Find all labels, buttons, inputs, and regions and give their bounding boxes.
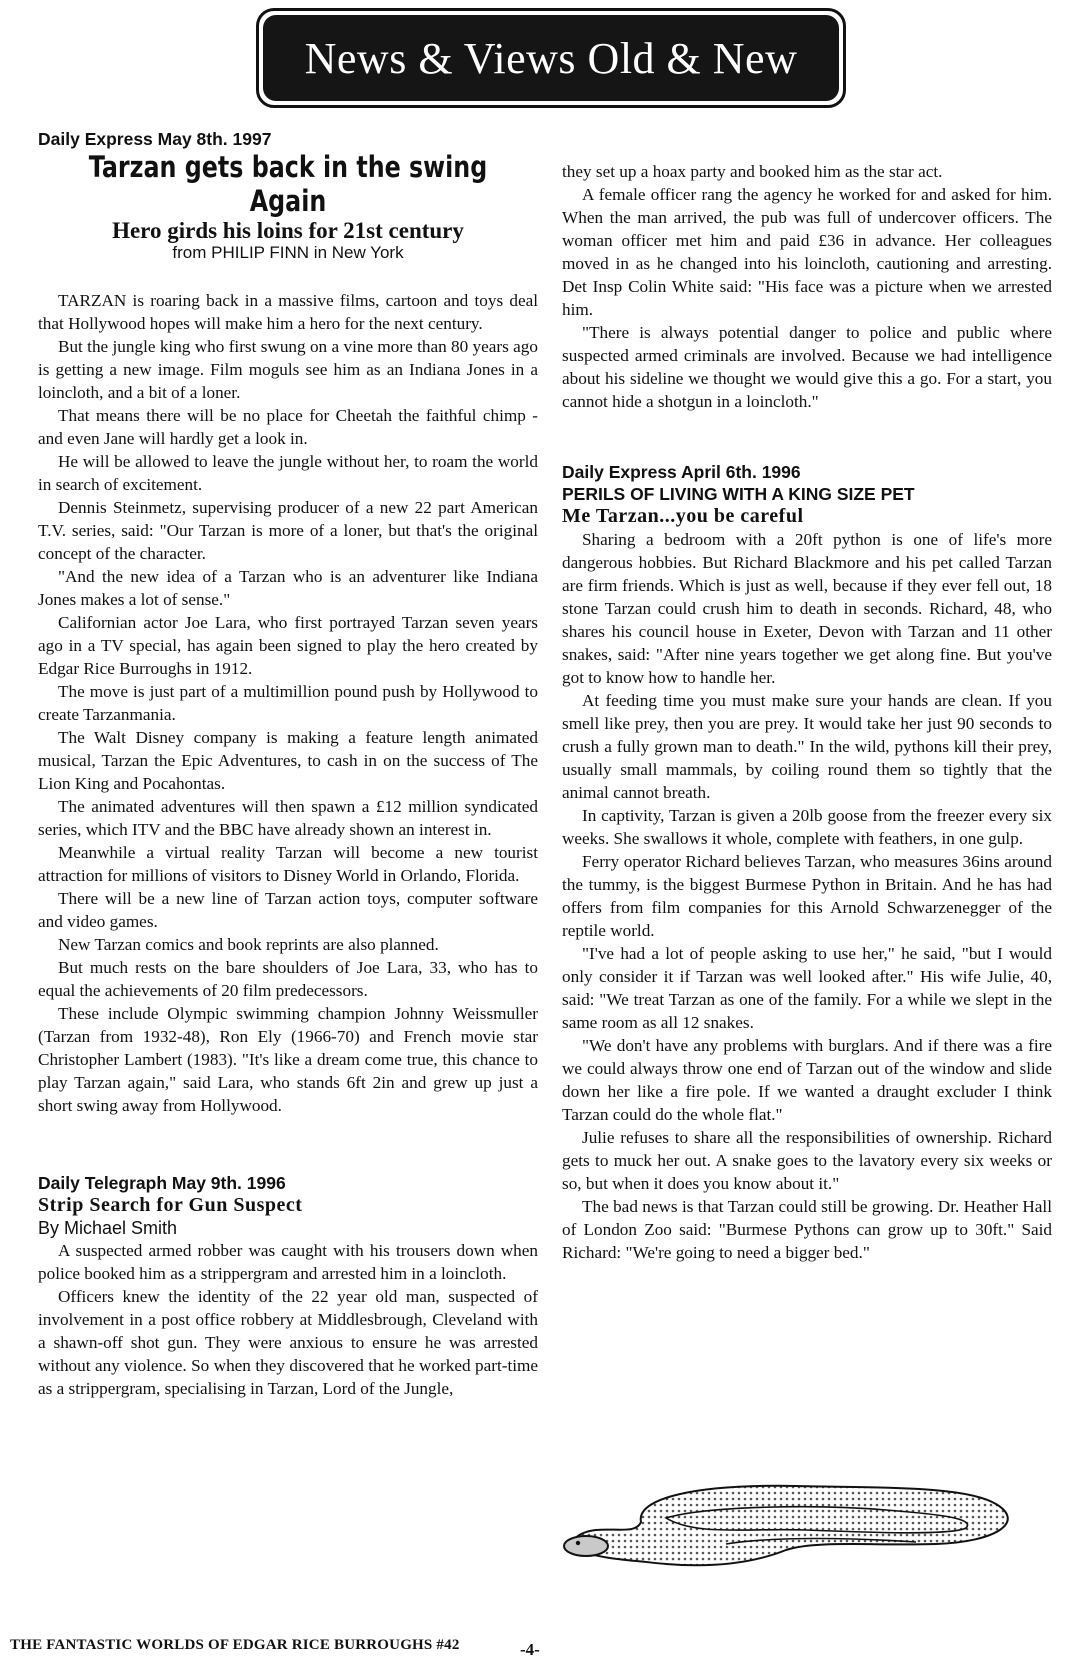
left-column xyxy=(38,128,538,1400)
paragraph: But the jungle king who first swung on a vine more than 80 years ago is getting a new image. Film moguls see him as an Indiana Jones in a loincloth, and a bit of a loner. xyxy=(38,337,538,402)
article-byline: from PHILIP FINN in New York xyxy=(172,243,404,262)
paragraph: He will be allowed to leave the jungle without her, to roam the world in search of excitement. xyxy=(38,452,538,494)
article-byline: By Michael Smith xyxy=(38,1218,178,1238)
article-strip-search xyxy=(38,1172,538,1400)
paragraph: But much rests on the bare shoulders of Joe Lara, 33, who has to equal the achievements of 20 film predecessors. xyxy=(38,958,538,1000)
paragraph: Julie refuses to share all the responsibilities of ownership. Richard gets to muck her out. A snake goes to the lavatory every six weeks or so, but when it does you know about it." xyxy=(562,1128,1052,1193)
article-subhead: Hero girds his loins for 21st century xyxy=(112,218,464,243)
paragraph: That means there will be no place for Cheetah the faithful chimp - and even Jane will hardly get a look in. xyxy=(38,406,538,448)
page-number: -4- xyxy=(520,1640,540,1659)
python-snake-illustration xyxy=(556,1478,1046,1574)
paragraph: At feeding time you must make sure your hands are clean. If you smell like prey, then you are prey. It would take her just 90 seconds to crush a fully grown man to death." In the wild, pythons kill their prey, usually small mammals, by coiling round them so tightly that the animal cannot breath. xyxy=(562,691,1052,802)
masthead-panel xyxy=(263,15,839,101)
paragraph: There will be a new line of Tarzan action toys, computer software and video games. xyxy=(38,889,538,931)
section-spacer xyxy=(562,413,1052,461)
paragraph: Californian actor Joe Lara, who first portrayed Tarzan seven years ago in a TV special, has again been signed to play the hero created by Edgar Rice Burroughs in 1912. xyxy=(38,613,538,678)
paragraph: TARZAN is roaring back in a massive films, cartoon and toys deal that Hollywood hopes will make him a hero for the next century. xyxy=(38,291,538,333)
masthead-banner xyxy=(256,8,846,108)
article-title: Me Tarzan...you be careful xyxy=(562,505,804,527)
paragraph: "We don't have any problems with burglars. And if there was a fire we could always throw one end of Tarzan out of the window and slide down her like a fire pole. If we wanted a draught excluder I think Tarzan could do the whole flat." xyxy=(562,1036,1052,1124)
article-tarzan-swing xyxy=(38,128,538,1117)
article-source: Daily Telegraph May 9th. 1996 xyxy=(38,1173,286,1193)
paragraph: The move is just part of a multimillion pound push by Hollywood to create Tarzanmania. xyxy=(38,682,538,724)
paragraph: "I've had a lot of people asking to use her," he said, "but I would only consider it if Tarzan was well looked after." His wife Julie, 40, said: "We treat Tarzan as one of the family. For a while we slept in the same room as all 12 snakes. xyxy=(562,944,1052,1032)
paragraph: "And the new idea of a Tarzan who is an adventurer like Indiana Jones makes a lot of sense." xyxy=(38,567,538,609)
paragraph: The Walt Disney company is making a feature length animated musical, Tarzan the Epic Adventures, to cash in on the success of The Lion King and Pocahontas. xyxy=(38,728,538,793)
paragraph: Officers knew the identity of the 22 year old man, suspected of involvement in a post office robbery at Middlesbrough, Cleveland with a shawn-off shot gun. They were anxious to ensure he was arrested without any violence. So when they discovered that he worked part-time as a strippergram, specialising in Tarzan, Lord of the Jungle, xyxy=(38,1287,538,1398)
paragraph: Meanwhile a virtual reality Tarzan will become a new tourist attraction for millions of visitors to Disney World in Orlando, Florida. xyxy=(38,843,538,885)
paragraph: The animated adventures will then spawn a £12 million syndicated series, which ITV and the BBC have already shown an interest in. xyxy=(38,797,538,839)
article-title: Strip Search for Gun Suspect xyxy=(38,1194,303,1216)
snake-head xyxy=(564,1536,608,1556)
section-spacer xyxy=(38,1117,538,1172)
paragraph: A female officer rang the agency he worked for and asked for him. When the man arrived, the pub was full of undercover officers. The woman officer met him and paid £36 in advance. Her colleagues moved in as he changed into his loincloth, cautioning and arresting. Det Insp Colin White said: "His face was a picture when we arrested him. xyxy=(562,185,1052,319)
snake-eye xyxy=(576,1541,580,1545)
paragraph: A suspected armed robber was caught with his trousers down when police booked him as a strippergram and arrested him in a loincloth. xyxy=(38,1241,538,1283)
article-kicker: PERILS OF LIVING WITH A KING SIZE PET xyxy=(562,484,915,504)
right-column xyxy=(562,160,1052,1264)
article-headline: Tarzan gets back in the swing Again xyxy=(88,150,488,218)
paragraph: they set up a hoax party and booked him as the star act. xyxy=(562,162,943,181)
masthead-title: News & Views Old & New xyxy=(304,33,798,83)
article-source: Daily Express April 6th. 1996 xyxy=(562,462,801,482)
paragraph: New Tarzan comics and book reprints are also planned. xyxy=(58,935,439,954)
article-source: Daily Express May 8th. 1997 xyxy=(38,129,272,149)
paragraph: These include Olympic swimming champion Johnny Weissmuller (Tarzan from 1932-48), Ron Ely (1966-70) and French movie star Christopher Lambert (1983). "It's like a dream come true, this chance to play Tarzan again," said Lara, who stands 6ft 2in and grew up just a short swing away from Hollywood. xyxy=(38,1004,538,1115)
paragraph: Sharing a bedroom with a 20ft python is one of life's more dangerous hobbies. But Richard Blackmore and his pet called Tarzan are firm friends. Which is just as well, because if they ever fell out, 18 stone Tarzan could crush him to death in seconds. Richard, 48, who shares his council house in Exeter, Devon with Tarzan and 11 other snakes, said: "After nine years together we get along fine. But you've got to know how to handle her. xyxy=(562,530,1052,687)
paragraph: "There is always potential danger to police and public where suspected armed criminals are involved. Because we had intelligence about his sideline we thought we would give this a go. For a start, you cannot hide a shotgun in a loincloth." xyxy=(562,323,1052,411)
paragraph: The bad news is that Tarzan could still be growing. Dr. Heather Hall of London Zoo said: "Burmese Pythons can grow up to 30ft." Said Richard: "We're going to need a bigger bed." xyxy=(562,1197,1052,1262)
article-strip-search-continued xyxy=(562,160,1052,413)
paragraph: Dennis Steinmetz, supervising producer of a new 22 part American T.V. series, said: "Our Tarzan is more of a loner, but that's the original concept of the character. xyxy=(38,498,538,563)
publication-footer: THE FANTASTIC WORLDS OF EDGAR RICE BURROUGHS #42 xyxy=(10,1637,460,1653)
paragraph: Ferry operator Richard believes Tarzan, who measures 36ins around the tummy, is the biggest Burmese Python in Britain. And he has had offers from film companies for this Arnold Schwarzenegger of the reptile world. xyxy=(562,852,1052,940)
paragraph: In captivity, Tarzan is given a 20lb goose from the freezer every six weeks. She swallows it whole, complete with feathers, in one gulp. xyxy=(562,806,1052,848)
article-python-pet xyxy=(562,461,1052,1264)
